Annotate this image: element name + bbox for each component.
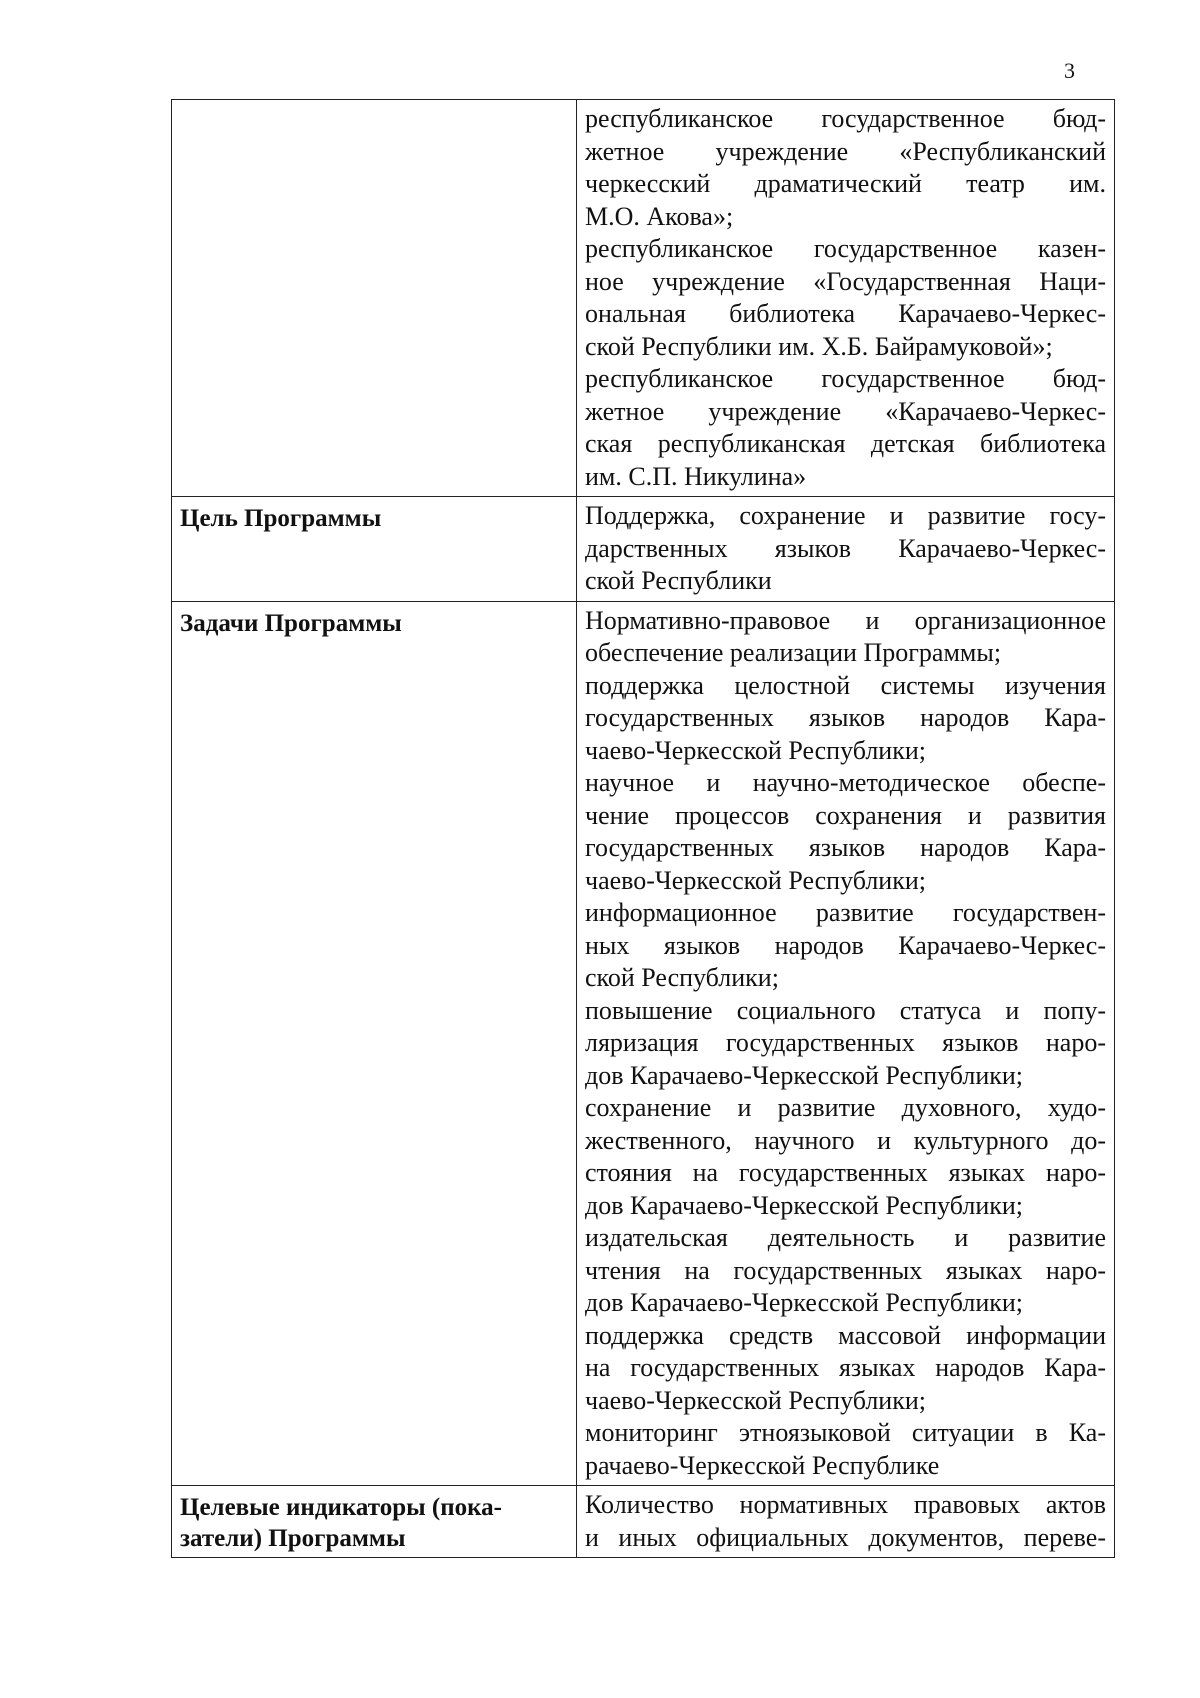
content-line: информационное развитие государствен-	[585, 898, 1106, 927]
content-line: и иных официальных документов, переве-	[585, 1522, 1106, 1552]
content-line: Нормативно-правовое и организационное	[585, 605, 1106, 635]
page-number: 3	[1064, 58, 1075, 83]
content-line: Количество нормативных правовых актов	[585, 1490, 1106, 1519]
row-label-text: Цель Программы	[180, 505, 382, 532]
row-label	[172, 100, 577, 497]
table-row	[172, 1486, 1115, 1558]
content-line: республиканское государственное казен-	[585, 234, 1106, 263]
row-label-text: затели) Программы	[180, 1525, 406, 1552]
content-line: ональная библиотека Карачаево-Черкес-	[585, 299, 1106, 328]
content-line: издательская деятельность и развитие	[585, 1223, 1106, 1252]
content-line: чение процессов сохранения и развития	[585, 800, 1106, 830]
table-row	[172, 497, 1115, 602]
content-line: жетное учреждение «Республиканский	[585, 136, 1106, 166]
content-line: жественного, научного и культурного до-	[585, 1125, 1106, 1155]
row-content	[577, 497, 1115, 602]
content-line: дов Карачаево-Черкесской Республики;	[585, 1190, 1024, 1220]
content-line: мониторинг этноязыковой ситуации в Ка-	[585, 1418, 1106, 1447]
content-line: черкесский драматический театр им.	[585, 169, 1106, 198]
content-line: рачаево-Черкесской Республике	[585, 1450, 940, 1480]
content-line: республиканское государственное бюд-	[585, 364, 1106, 393]
content-line: дов Карачаево-Черкесской Республики;	[585, 1288, 1024, 1317]
row-content	[577, 100, 1115, 497]
content-line: им. С.П. Никулина»	[585, 461, 807, 491]
content-line: М.О. Акова»;	[585, 201, 734, 231]
content-line: на государственных языках народов Кара-	[585, 1353, 1106, 1382]
content-line: научное и научно-методическое обеспе-	[585, 768, 1106, 797]
table-row	[172, 100, 1115, 497]
row-label	[172, 601, 577, 1486]
content-line: ская республиканская детская библиотека	[585, 429, 1106, 458]
row-label-text: Целевые индикаторы (пока-	[180, 1494, 502, 1521]
content-line: чаево-Черкесской Республики;	[585, 735, 926, 765]
content-line: ской Республики	[585, 566, 772, 595]
content-line: дов Карачаево-Черкесской Республики;	[585, 1060, 1024, 1090]
content-line: чтения на государственных языках наро-	[585, 1255, 1106, 1285]
row-label	[172, 497, 577, 602]
content-line: стояния на государственных языках наро-	[585, 1158, 1106, 1187]
content-line: чаево-Черкесской Республики;	[585, 865, 926, 895]
table-row	[172, 601, 1115, 1486]
content-line: ное учреждение «Государственная Наци-	[585, 266, 1106, 296]
content-line: государственных языков народов Кара-	[585, 703, 1106, 732]
row-label	[172, 1486, 577, 1558]
content-line: обеспечение реализации Программы;	[585, 638, 1002, 667]
program-passport-table	[171, 99, 1115, 1558]
row-content	[577, 601, 1115, 1486]
content-line: ской Республики им. Х.Б. Байрамуковой»;	[585, 331, 1053, 361]
row-label-text: Задачи Программы	[180, 609, 402, 637]
content-line: дарственных языков Карачаево-Черкес-	[585, 533, 1106, 563]
content-line: поддержка средств массовой информации	[585, 1320, 1106, 1350]
content-line: республиканское государственное бюд-	[585, 104, 1106, 133]
content-line: ской Республики;	[585, 963, 779, 992]
content-line: ных языков народов Карачаево-Черкес-	[585, 930, 1106, 960]
content-line: поддержка целостной системы изучения	[585, 670, 1106, 700]
content-line: повышение социального статуса и попу-	[585, 995, 1106, 1025]
row-content	[577, 1486, 1115, 1558]
content-line: сохранение и развитие духовного, худо-	[585, 1093, 1106, 1122]
content-line: Поддержка, сохранение и развитие госу-	[585, 501, 1106, 530]
content-line: чаево-Черкесской Республики;	[585, 1385, 926, 1415]
content-line: жетное учреждение «Карачаево-Черкес-	[585, 396, 1106, 426]
content-line: ляризация государственных языков наро-	[585, 1028, 1106, 1057]
content-line: государственных языков народов Кара-	[585, 833, 1106, 862]
